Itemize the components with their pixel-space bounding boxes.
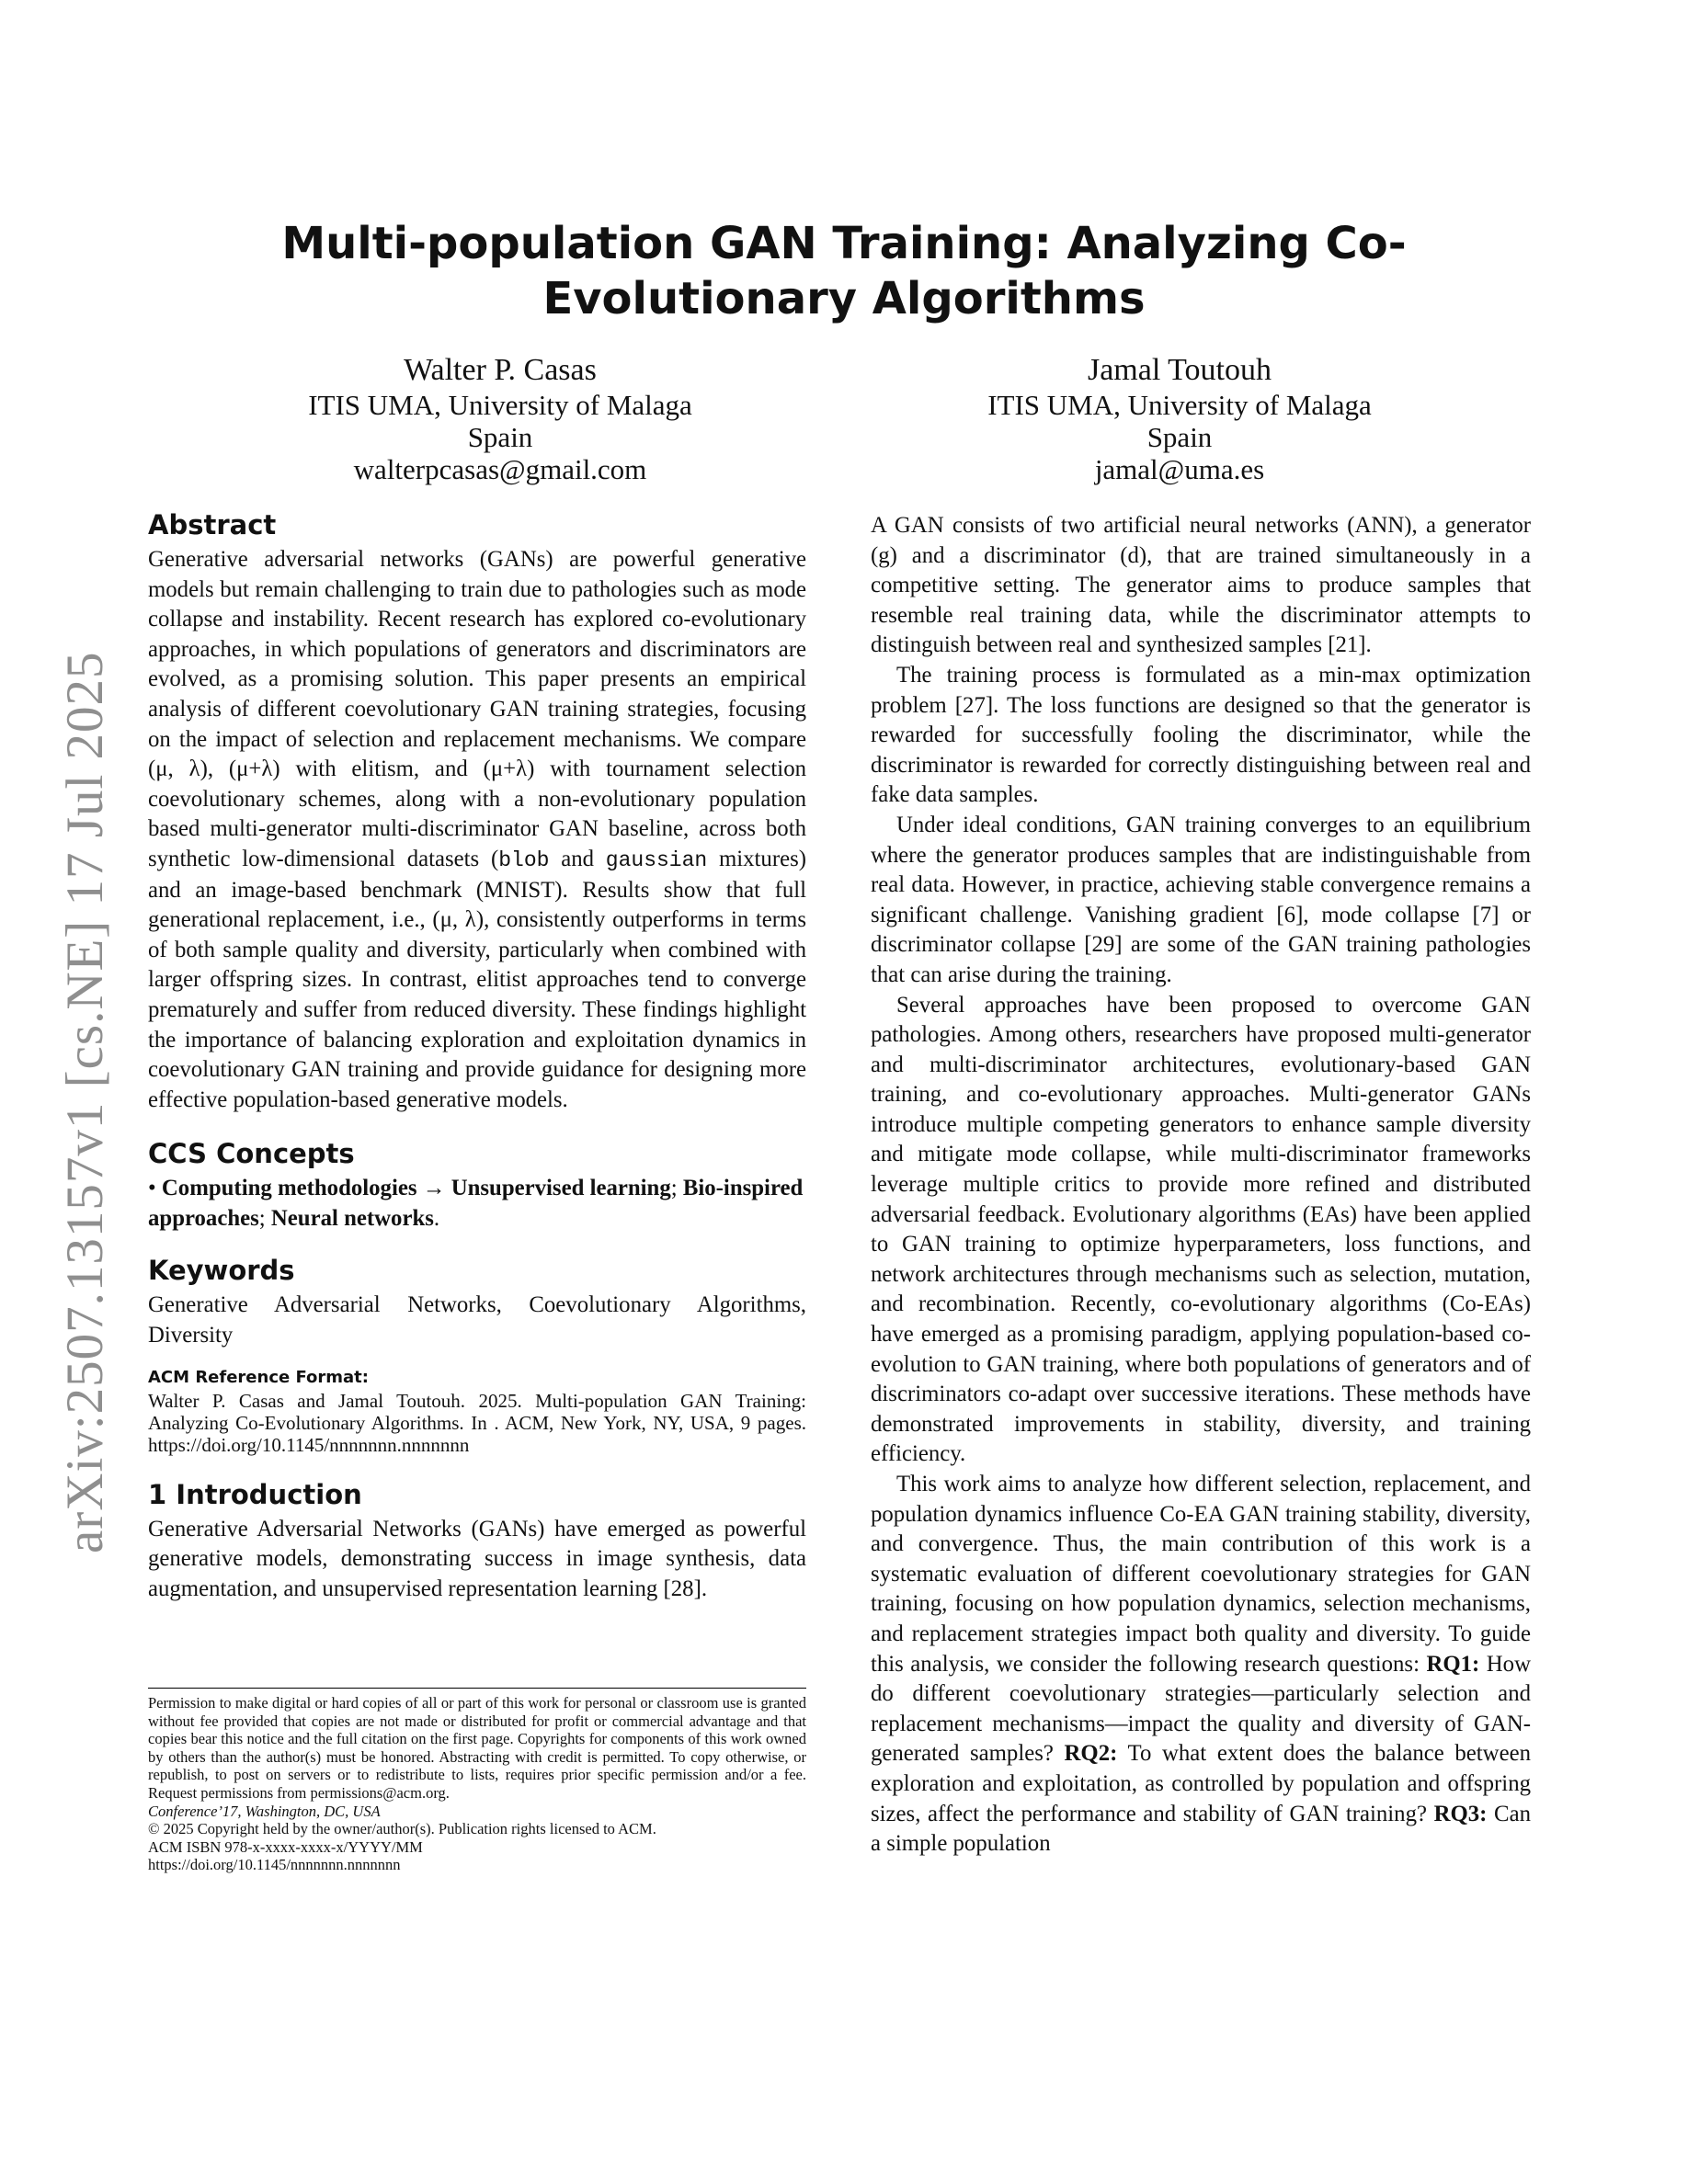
author-name: Walter P. Casas bbox=[404, 353, 597, 387]
intro-paragraph-5: Several approaches have been proposed to overcome GAN pathologies. Among others, researchers have proposed multi-generator and multi-discriminator architectures, evolutionary-based GAN training, and co-evolutionary approaches. Multi-generator GANs introduce multiple competing generators to enhance sample diversity and mitigate mode collapse, while multi-discriminator frameworks leverage multiple critics to provide more refined and distributed adversarial feedback. Evolutionary algorithms (EAs) have been applied to GAN training to optimize hyperparameters, loss functions, and network architectures through mechanisms such as selection, mutation, and recombination. Recently, co-evolutionary algorithms (Co-EAs) have emerged as a promising paradigm, applying population-based co-evolution to GAN training, where both populations of generators and of discriminators co-adapt over successive iterations. These methods have demonstrated improvements in stability, diversity, and training efficiency. bbox=[871, 992, 1531, 1467]
footnote-rule bbox=[148, 1688, 806, 1689]
keywords-text: Generative Adversarial Networks, Coevolutionary Algorithms, Diversity bbox=[148, 1292, 806, 1348]
copyright-text: © 2025 Copyright held by the owner/author(s). Publication rights licensed to ACM. bbox=[148, 1820, 656, 1838]
permission-block bbox=[148, 1688, 806, 1874]
author-country: Spain bbox=[1146, 421, 1213, 453]
author-block-1 bbox=[206, 352, 794, 485]
author-affiliation: ITIS UMA, University of Malaga bbox=[987, 389, 1372, 421]
author-block-2 bbox=[885, 352, 1474, 485]
acm-ref-heading: ACM Reference Format: bbox=[148, 1367, 369, 1387]
acm-ref-text: Walter P. Casas and Jamal Toutouh. 2025. Multi-population GAN Training: Analyzing Co-Evolutionary Algorithms. In . ACM, New York, NY, USA, 9 pages. https://doi.org/10.1145/nnnnnnn.nnnnnnn bbox=[148, 1389, 806, 1456]
intro-paragraph-6: This work aims to analyze how different selection, replacement, and population dynamics influence Co-EA GAN training stability, diversity, and convergence. Thus, the main contribution of this work is a systematic evaluation of different coevolutionary strategies for GAN training, focusing on how population dynamics, selection mechanisms, and replacement strategies impact both quality and diversity. To guide this analysis, we consider the following research questions: RQ1: How do different coevolutionary strategies—particularly selection and replacement mechanisms—impact the quality and diversity of GAN-generated samples? RQ2: To what extent does the balance between exploration and exploitation, as controlled by population and offspring sizes, affect the performance and stability of GAN training? RQ3: Can a simple population bbox=[871, 1472, 1531, 1857]
right-column bbox=[871, 511, 1531, 1860]
author-email: walterpcasas@gmail.com bbox=[353, 453, 647, 485]
author-email: jamal@uma.es bbox=[1094, 453, 1265, 485]
keywords-heading: Keywords bbox=[148, 1255, 295, 1287]
intro-paragraph-3: The training process is formulated as a min-max optimization problem [27]. The loss functions are designed so that the generator is rewarded for successfully fooling the discriminator, while the discriminator is rewarded for correctly distinguishing between real and fake data samples. bbox=[871, 662, 1531, 808]
permission-text: Permission to make digital or hard copies of all or part of this work for personal or classroom use is granted without fee provided that copies are not made or distributed for profit or commercial advantage and that copies bear this notice and the full citation on the first page. Copyrights for components of this work owned by others than the author(s) must be honored. Abstracting with credit is permitted. To copy otherwise, or republish, to post on servers or to redistribute to lists, requires prior specific permission and/or a fee. Request permissions from permissions@acm.org. bbox=[148, 1694, 806, 1802]
author-affiliation: ITIS UMA, University of Malaga bbox=[308, 389, 692, 421]
conference-info: Conference’17, Washington, DC, USA bbox=[148, 1802, 381, 1820]
abstract-heading: Abstract bbox=[148, 509, 277, 540]
intro-paragraph-1: Generative Adversarial Networks (GANs) have emerged as powerful generative models, demonstrating success in image synthesis, data augmentation, and unsupervised representation learning [28]. bbox=[148, 1516, 806, 1601]
ccs-heading: CCS Concepts bbox=[148, 1138, 355, 1170]
isbn-text: ACM ISBN 978-x-xxxx-xxxx-x/YYYY/MM bbox=[148, 1837, 423, 1856]
author-name: Jamal Toutouh bbox=[1087, 353, 1272, 387]
arxiv-stamp: arXiv:2507.13157v1 [cs.NE] 17 Jul 2025 bbox=[56, 651, 114, 1553]
paper-title: Multi-population GAN Training: Analyzing Co-Evolutionary Algorithms bbox=[281, 218, 1407, 324]
abstract-text: Generative adversarial networks (GANs) are powerful generative models but remain challenging to train due to pathologies such as mode collapse and instability. Recent research has explored co-evolutionary approaches, in which populations of generators and discriminators are evolved, as a promising solution. This paper presents an empirical analysis of different coevolutionary GAN training strategies, focusing on the impact of selection and replacement mechanisms. We compare (μ, λ), (μ+λ) with elitism, and (μ+λ) with tournament selection coevolutionary schemes, along with a non-evolutionary population based multi-generator multi-discriminator GAN baseline, across both synthetic low-dimensional datasets (blob and gaussian mixtures) and an image-based benchmark (MNIST). Results show that full generational replacement, i.e., (μ, λ), consistently outperforms in terms of both sample quality and diversity, particularly when combined with larger offspring sizes. In contrast, elitist approaches tend to converge prematurely and suffer from reduced diversity. These findings highlight the importance of balancing exploration and exploitation dynamics in coevolutionary GAN training and provide guidance for designing more effective population-based generative models. bbox=[148, 547, 806, 1112]
doi-text: https://doi.org/10.1145/nnnnnnn.nnnnnnn bbox=[148, 1856, 401, 1874]
ccs-concepts: • Computing methodologies → Unsupervised learning; Bio-inspired approaches; Neural networks. bbox=[148, 1176, 804, 1231]
left-column bbox=[148, 506, 806, 1604]
author-country: Spain bbox=[467, 421, 533, 453]
intro-paragraph-4: Under ideal conditions, GAN training converges to an equilibrium where the generator produces samples that are indistinguishable from real data. However, in practice, achieving stable convergence remains a significant challenge. Vanishing gradient [6], mode collapse [7] or discriminator collapse [29] are some of the GAN training pathologies that can arise during the training. bbox=[871, 812, 1531, 987]
intro-heading: 1 Introduction bbox=[148, 1478, 362, 1510]
intro-paragraph-2: A GAN consists of two artificial neural networks (ANN), a generator (g) and a discriminator (d), that are trained simultaneously in a competitive setting. The generator aims to produce samples that resemble real training data, while the discriminator attempts to distinguish between real and synthesized samples [21]. bbox=[871, 513, 1531, 658]
